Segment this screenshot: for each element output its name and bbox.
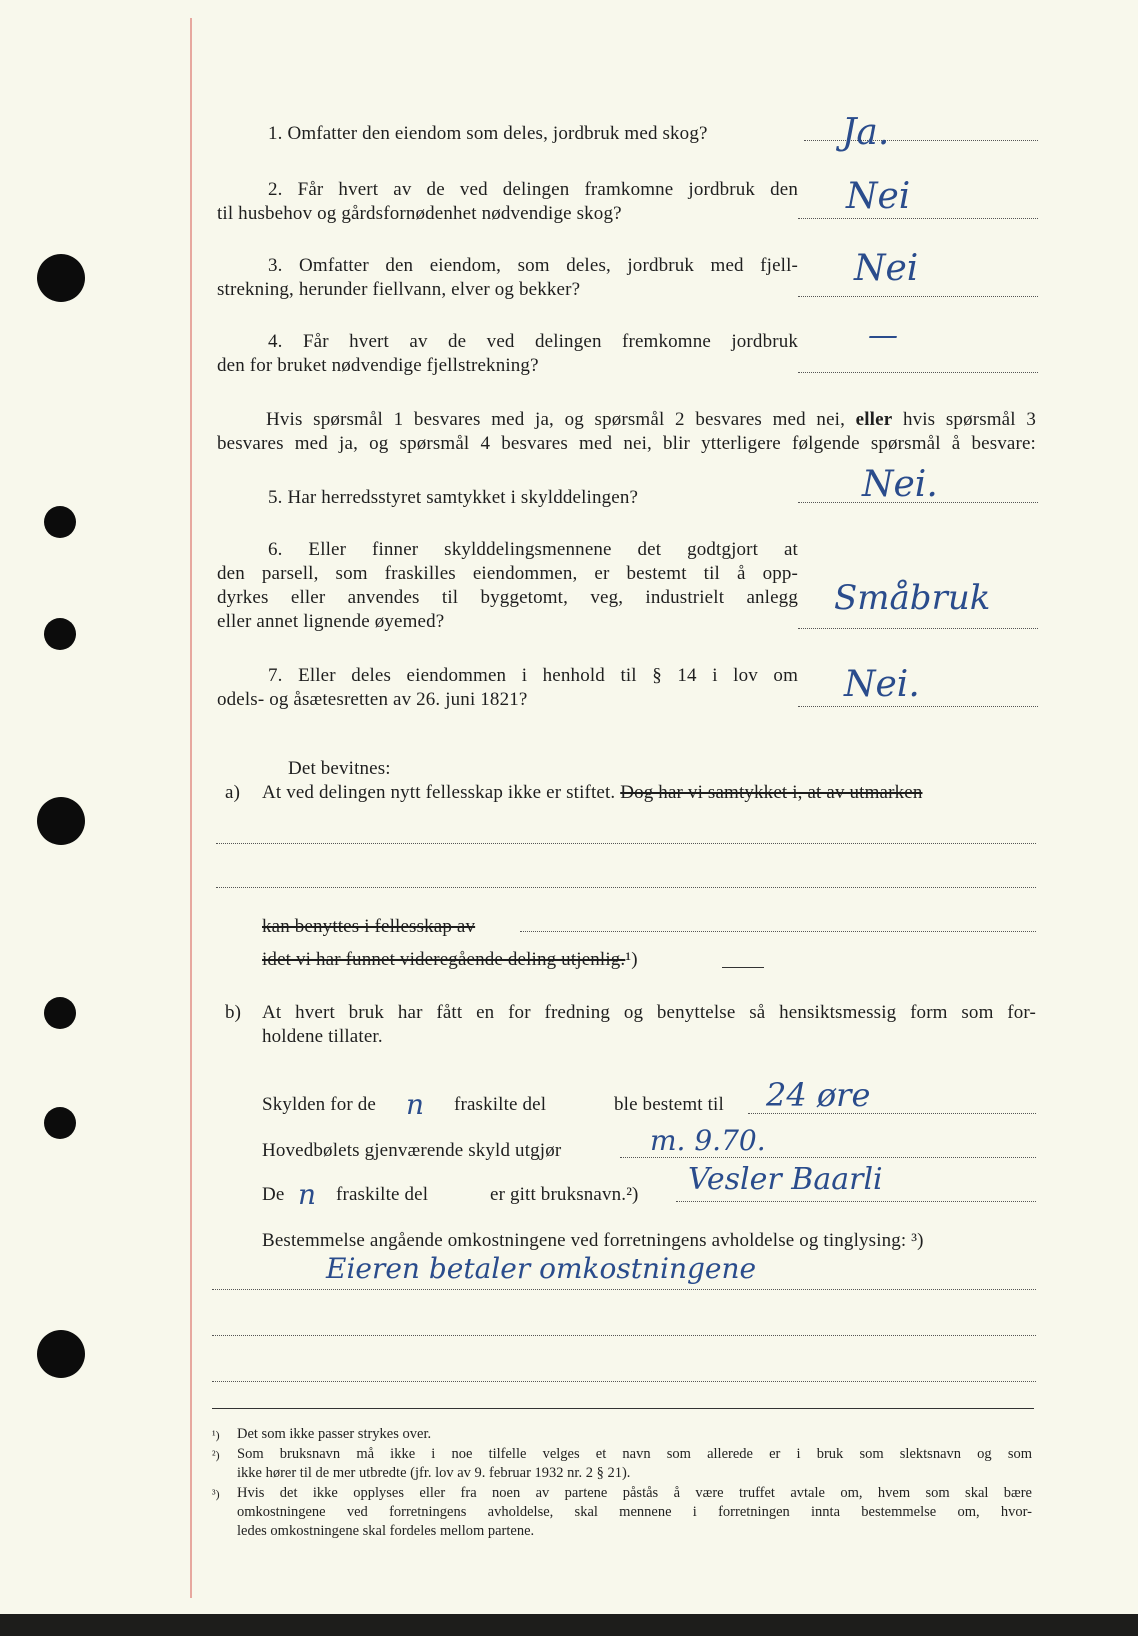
- question-7-line1: 7. Eller deles eiendommen i henhold til § 14 i lov om: [268, 665, 798, 686]
- end-rule: [722, 967, 764, 968]
- question-3-answer: Nei: [854, 248, 919, 289]
- blank-line: [212, 1381, 1036, 1382]
- punch-hole: [37, 797, 85, 845]
- question-6-line1: 6. Eller finner skylddelingsmennene det godtgjort at: [268, 539, 798, 560]
- punch-hole: [44, 997, 76, 1029]
- attest-a-struck: Dog har vi samtykket i, at av utmarken: [620, 782, 923, 803]
- skyld-count: n: [406, 1088, 425, 1121]
- footnote-1: Det som ikke passer strykes over.: [237, 1426, 432, 1442]
- answer-line: [798, 218, 1038, 219]
- question-2-line1: 2. Får hvert av de ved delingen framkomne jordbruk den: [268, 179, 798, 200]
- punch-hole: [37, 1330, 85, 1378]
- margin-line: [190, 18, 192, 1598]
- footnote-1-mark: ¹): [212, 1428, 220, 1442]
- footnote-3-line2: omkostningene ved forretningens avholdelse, skal mennene i forretningen innta bestemmelse om, hvor-: [237, 1504, 1032, 1520]
- attest-heading: Det bevitnes:: [288, 758, 391, 779]
- question-6-line4: eller annet lignende øyemed?: [217, 611, 445, 632]
- question-1-answer: Ja.: [842, 112, 890, 153]
- punch-hole: [44, 506, 76, 538]
- condition-line2: besvares med ja, og spørsmål 4 besvares med nei, blir ytterligere følgende spørsmål å besvare:: [217, 433, 1036, 454]
- question-2-line2: til husbehov og gårdsfornødenhet nødvendige skog?: [217, 203, 622, 224]
- question-4-line2: den for bruket nødvendige fjellstrekning?: [217, 355, 539, 376]
- footnote-3-mark: ³): [212, 1487, 220, 1501]
- question-4-line1: 4. Får hvert av de ved delingen fremkomne jordbruk: [268, 331, 798, 352]
- question-5-answer: Nei.: [862, 464, 938, 505]
- skyld-value: 24 øre: [766, 1076, 871, 1114]
- punch-hole: [44, 618, 76, 650]
- punch-hole: [37, 254, 85, 302]
- attest-a-line: [262, 781, 922, 805]
- question-3-line2: strekning, herunder fiellvann, elver og bekker?: [217, 279, 581, 300]
- footnote-2-line1: Som bruksnavn må ikke i noe tilfelle velges et navn som allerede er i bruk som slektsnavn og som: [237, 1446, 1032, 1462]
- answer-line: [798, 296, 1038, 297]
- bestemmelse-label: Bestemmelse angående omkostningene ved forretningens avholdelse og tinglysing: ³): [262, 1230, 924, 1251]
- footnote-3-line1: Hvis det ikke opplyses eller fra noen av partene påstås å være truffet avtale om, hvem som skal bære: [237, 1485, 1032, 1501]
- footnote-2-mark: ²): [212, 1448, 220, 1462]
- blank-line: [212, 1335, 1036, 1336]
- attest-a-label: a): [225, 782, 241, 803]
- footnote-3-line3: ledes omkostningene skal fordeles mellom partene.: [237, 1523, 535, 1539]
- blank-line: [212, 1289, 1036, 1290]
- question-6-line3: dyrkes eller anvendes til byggetomt, veg, industrielt anlegg: [217, 587, 798, 608]
- attest-b-line1: At hvert bruk har fått en for fredning og benyttelse så hensiktsmessig form som for-: [262, 1002, 1036, 1023]
- answer-line: [620, 1157, 1036, 1158]
- question-3-line1: 3. Omfatter den eiendom, som deles, jordbruk med fjell-: [268, 255, 798, 276]
- question-5-text: 5. Har herredsstyret samtykket i skylddelingen?: [268, 487, 639, 508]
- attest-a-text: At ved delingen nytt fellesskap ikke er stiftet.: [262, 782, 616, 803]
- footnote-ref: ¹): [625, 949, 638, 970]
- question-7-answer: Nei.: [844, 664, 920, 705]
- bruksnavn-label-b: fraskilte del: [336, 1184, 429, 1205]
- bruksnavn-value: Vesler Baarli: [688, 1162, 883, 1197]
- skyld-label-b: fraskilte del: [454, 1094, 547, 1115]
- blank-line: [216, 887, 1036, 888]
- question-4-answer: —: [868, 318, 898, 353]
- attest-b-label: b): [225, 1002, 242, 1023]
- question-2-answer: Nei: [846, 176, 911, 217]
- answer-line: [676, 1201, 1036, 1202]
- hovedbol-label: Hovedbølets gjenværende skyld utgjør: [262, 1140, 562, 1161]
- condition-text-a: Hvis spørsmål 1 besvares med ja, og spørsmål 2 besvares med nei,: [266, 409, 845, 430]
- struck-line-2: [262, 948, 638, 972]
- bestemmelse-value: Eieren betaler omkostningene: [326, 1252, 757, 1285]
- question-6-line2: den parsell, som fraskilles eiendommen, er bestemt til å opp-: [217, 563, 798, 584]
- answer-line: [804, 140, 1038, 141]
- answer-line: [798, 628, 1038, 629]
- condition-eller: eller: [855, 409, 893, 430]
- answer-line: [798, 372, 1038, 373]
- footnote-2-line2: ikke hører til de mer utbredte (jfr. lov av 9. februar 1932 nr. 2 § 21).: [237, 1465, 631, 1481]
- punch-hole: [44, 1107, 76, 1139]
- skyld-label-c: ble bestemt til: [614, 1094, 724, 1115]
- question-7-line2: odels- og åsætesretten av 26. juni 1821?: [217, 689, 528, 710]
- struck-line-2-text: idet vi har funnet videregående deling utjenlig.: [262, 949, 626, 970]
- attest-b-line2: holdene tillater.: [262, 1026, 383, 1047]
- condition-line1: [266, 408, 1036, 432]
- question-1-text: 1. Omfatter den eiendom som deles, jordbruk med skog?: [268, 123, 708, 144]
- hovedbol-value: m. 9.70.: [650, 1124, 766, 1157]
- blank-line: [216, 843, 1036, 844]
- skyld-label-a: Skylden for de: [262, 1094, 376, 1115]
- answer-line: [798, 706, 1038, 707]
- struck-line-1: kan benyttes i fellesskap av: [262, 916, 476, 937]
- bruksnavn-label-c: er gitt bruksnavn.²): [490, 1184, 639, 1205]
- bruksnavn-label-a: De: [262, 1184, 285, 1205]
- condition-text-c: hvis spørsmål 3: [902, 409, 1037, 430]
- footnote-rule: [212, 1408, 1034, 1409]
- blank-line: [520, 931, 1036, 932]
- bruksnavn-count: n: [298, 1178, 317, 1211]
- question-6-answer: Småbruk: [834, 578, 991, 618]
